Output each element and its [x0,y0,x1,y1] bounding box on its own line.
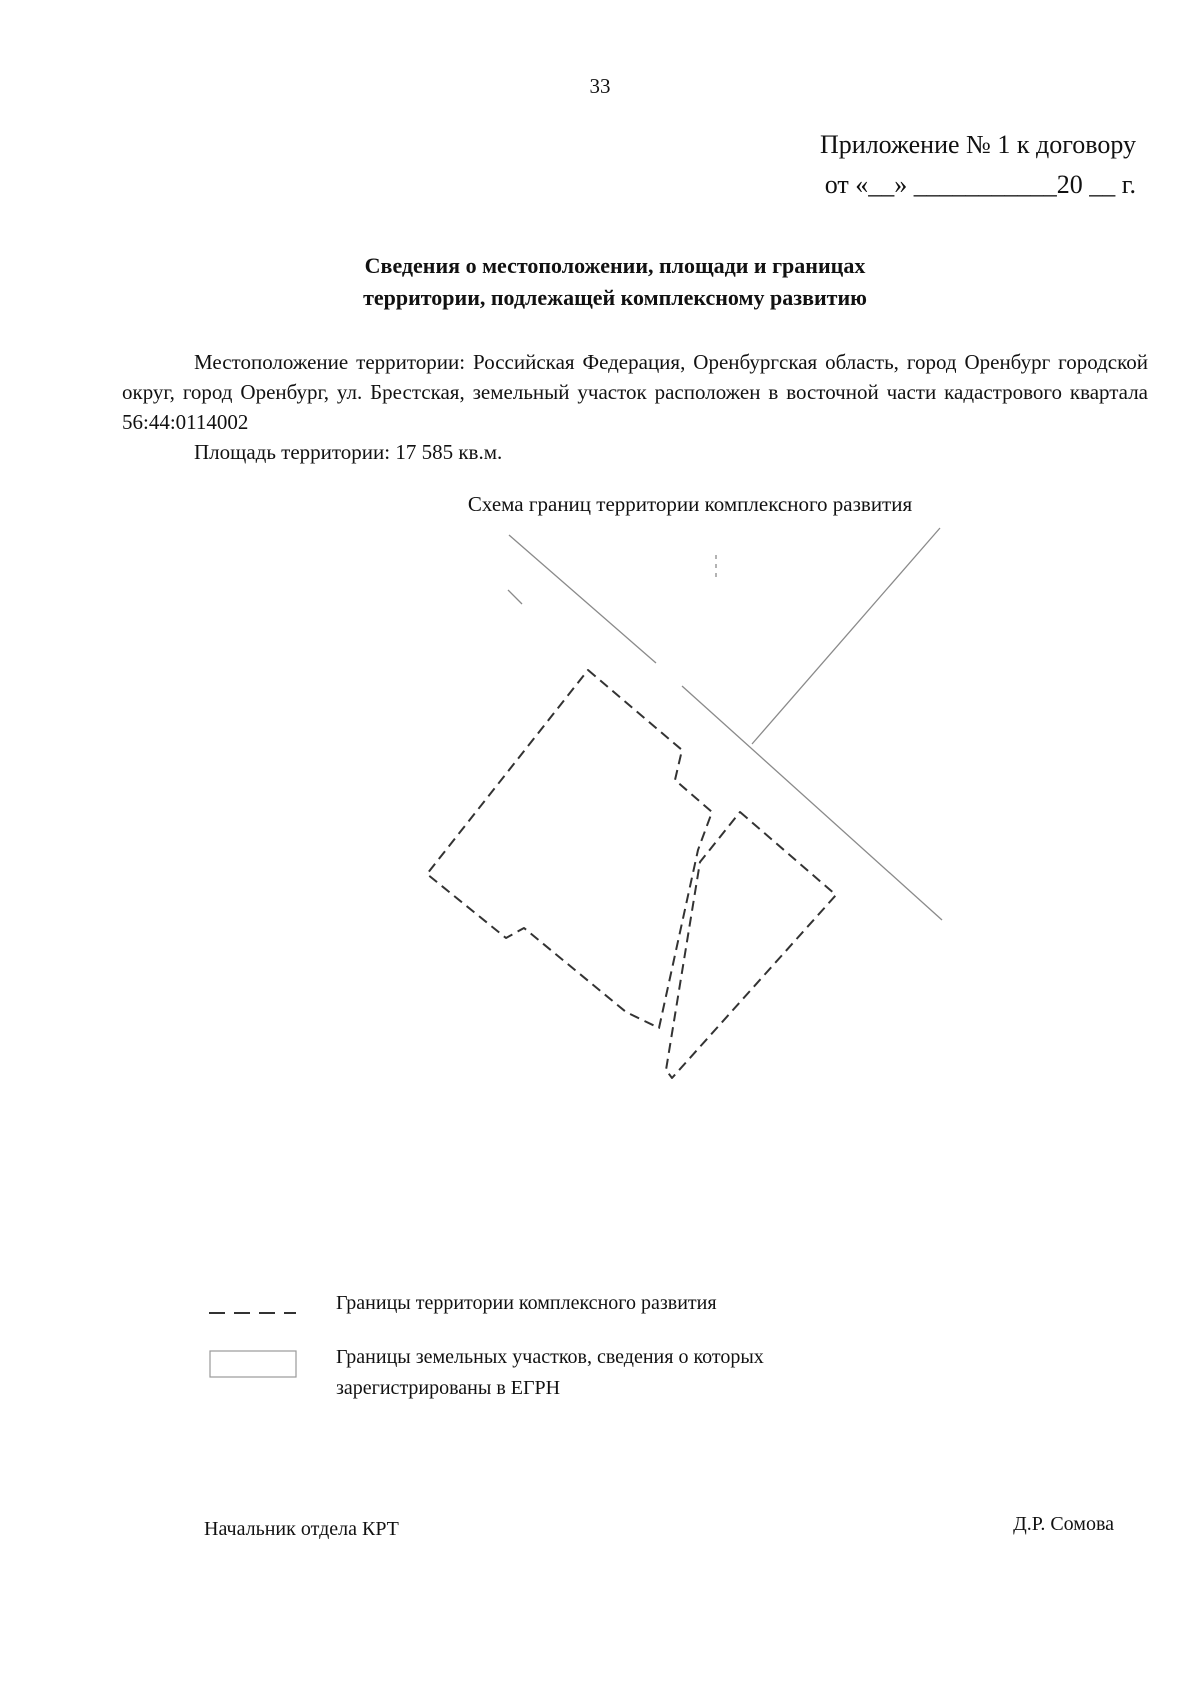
territory-boundary-west [427,670,712,1028]
road-line-lower-right [682,686,942,920]
appendix-title: Приложение № 1 к договору [820,130,1136,159]
document-title-line-1: Сведения о местоположении, площади и границах [364,253,866,278]
document-title-line-2: территории, подлежащей комплексному развитию [363,285,867,310]
area-line: Площадь территории: 17 585 кв.м. [194,440,503,464]
legend-krt-boundary-label: Границы территории комплексного развития [336,1292,717,1314]
signature-name: Д.Р. Сомова [1013,1513,1114,1535]
appendix-date-line: от «__» ___________20 __ г. [824,170,1136,199]
location-paragraph: Местоположение территории: Российская Федерация, Оренбургская область, город Оренбург городской округ, город Оренбург, ул. Брестская, земельный участок расположен в восточной части кадастрового квартала 56:44:0114002 [122,350,1148,434]
road-line-fragment [508,590,522,604]
road-line-diagonal [752,528,940,744]
legend-parcels-label-line-1: Границы земельных участков, сведения о которых [336,1346,764,1368]
scheme-title: Схема границ территории комплексного развития [467,492,913,516]
territory-boundary-east [666,812,836,1078]
road-line-upper-left [509,535,656,663]
signature-position: Начальник отдела КРТ [204,1518,399,1540]
legend-parcels-label-line-2: зарегистрированы в ЕГРН [336,1377,561,1399]
page-number: 33 [589,74,611,98]
legend-parcel-box-symbol [210,1351,296,1377]
